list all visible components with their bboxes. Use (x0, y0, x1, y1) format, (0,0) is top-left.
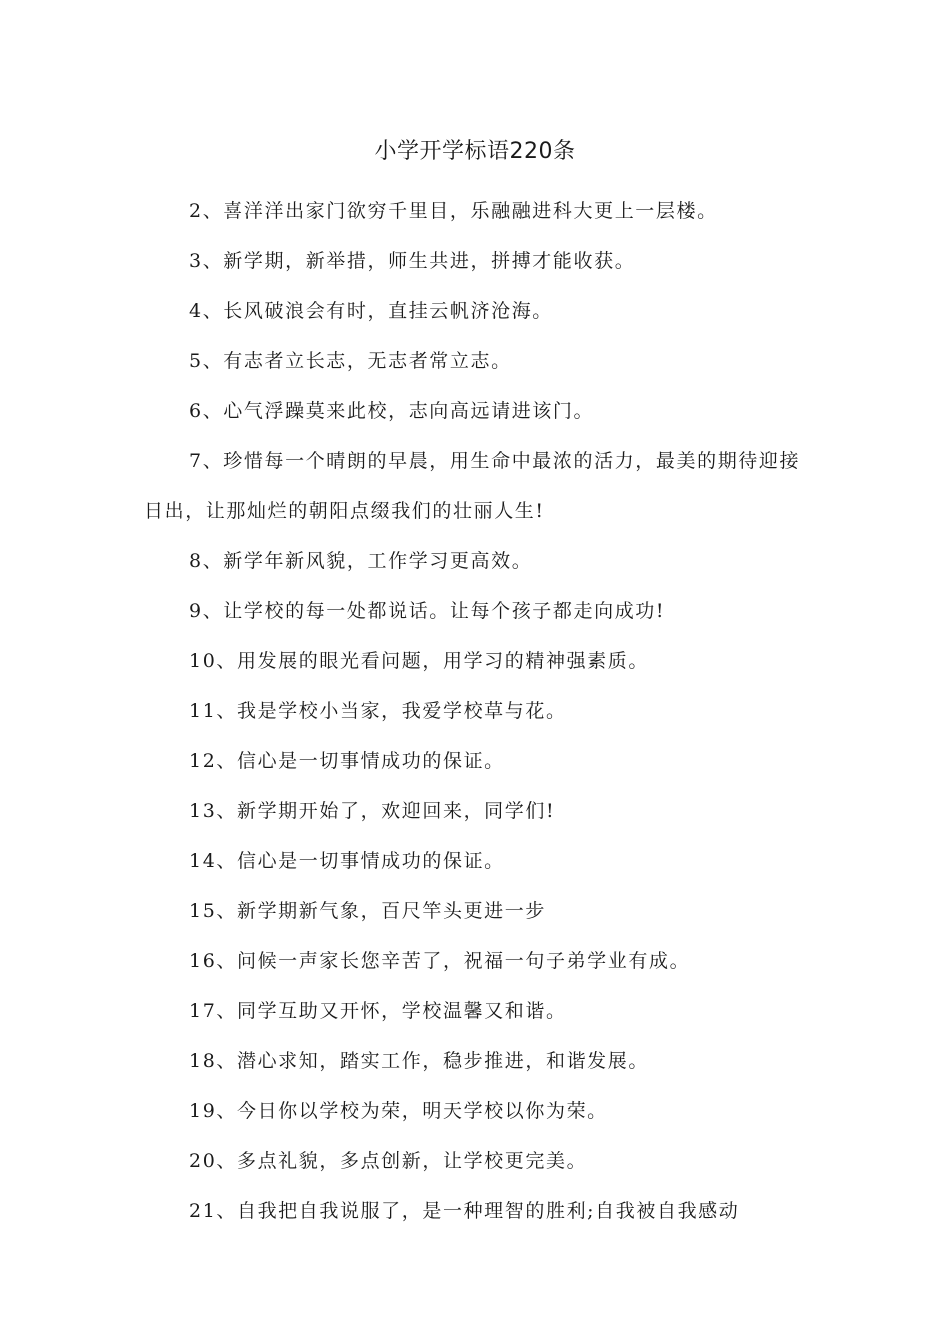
paragraph: 3、新学期，新举措，师生共进，拼搏才能收获。 (189, 250, 636, 272)
paragraph: 15、新学期新气象，百尺竿头更进一步 (189, 900, 546, 922)
paragraph: 10、用发展的眼光看问题，用学习的精神强素质。 (189, 650, 649, 672)
paragraph: 7、珍惜每一个晴朗的早晨，用生命中最浓的活力，最美的期待迎接日出，让那灿烂的朝阳点缀我们的壮丽人生! (144, 450, 801, 522)
paragraph: 6、心气浮躁莫来此校，志向高远请进该门。 (189, 400, 595, 422)
paragraph: 14、信心是一切事情成功的保证。 (189, 850, 505, 872)
paragraph: 2、喜洋洋出家门欲穷千里目，乐融融进科大更上一层楼。 (189, 200, 718, 222)
paragraph: 18、潜心求知，踏实工作，稳步推进，和谐发展。 (189, 1050, 649, 1072)
paragraph: 8、新学年新风貌，工作学习更高效。 (189, 550, 533, 572)
paragraph: 11、我是学校小当家，我爱学校草与花。 (189, 700, 567, 722)
paragraph: 19、今日你以学校为荣，明天学校以你为荣。 (189, 1100, 608, 1122)
paragraph: 17、同学互助又开怀，学校温馨又和谐。 (189, 1000, 567, 1022)
document-body (144, 186, 810, 1236)
paragraph: 20、多点礼貌，多点创新，让学校更完美。 (189, 1150, 588, 1172)
paragraph: 12、信心是一切事情成功的保证。 (189, 750, 505, 772)
paragraph: 4、长风破浪会有时，直挂云帆济沧海。 (189, 300, 553, 322)
paragraph: 16、问候一声家长您辛苦了，祝福一句子弟学业有成。 (189, 950, 691, 972)
paragraph: 9、让学校的每一处都说话。让每个孩子都走向成功! (189, 600, 666, 622)
paragraph: 5、有志者立长志，无志者常立志。 (189, 350, 512, 372)
document-title: 小学开学标语220条 (374, 139, 576, 164)
paragraph: 13、新学期开始了，欢迎回来，同学们! (189, 800, 556, 822)
paragraph: 21、自我把自我说服了，是一种理智的胜利;自我被自我感动 (189, 1200, 740, 1222)
